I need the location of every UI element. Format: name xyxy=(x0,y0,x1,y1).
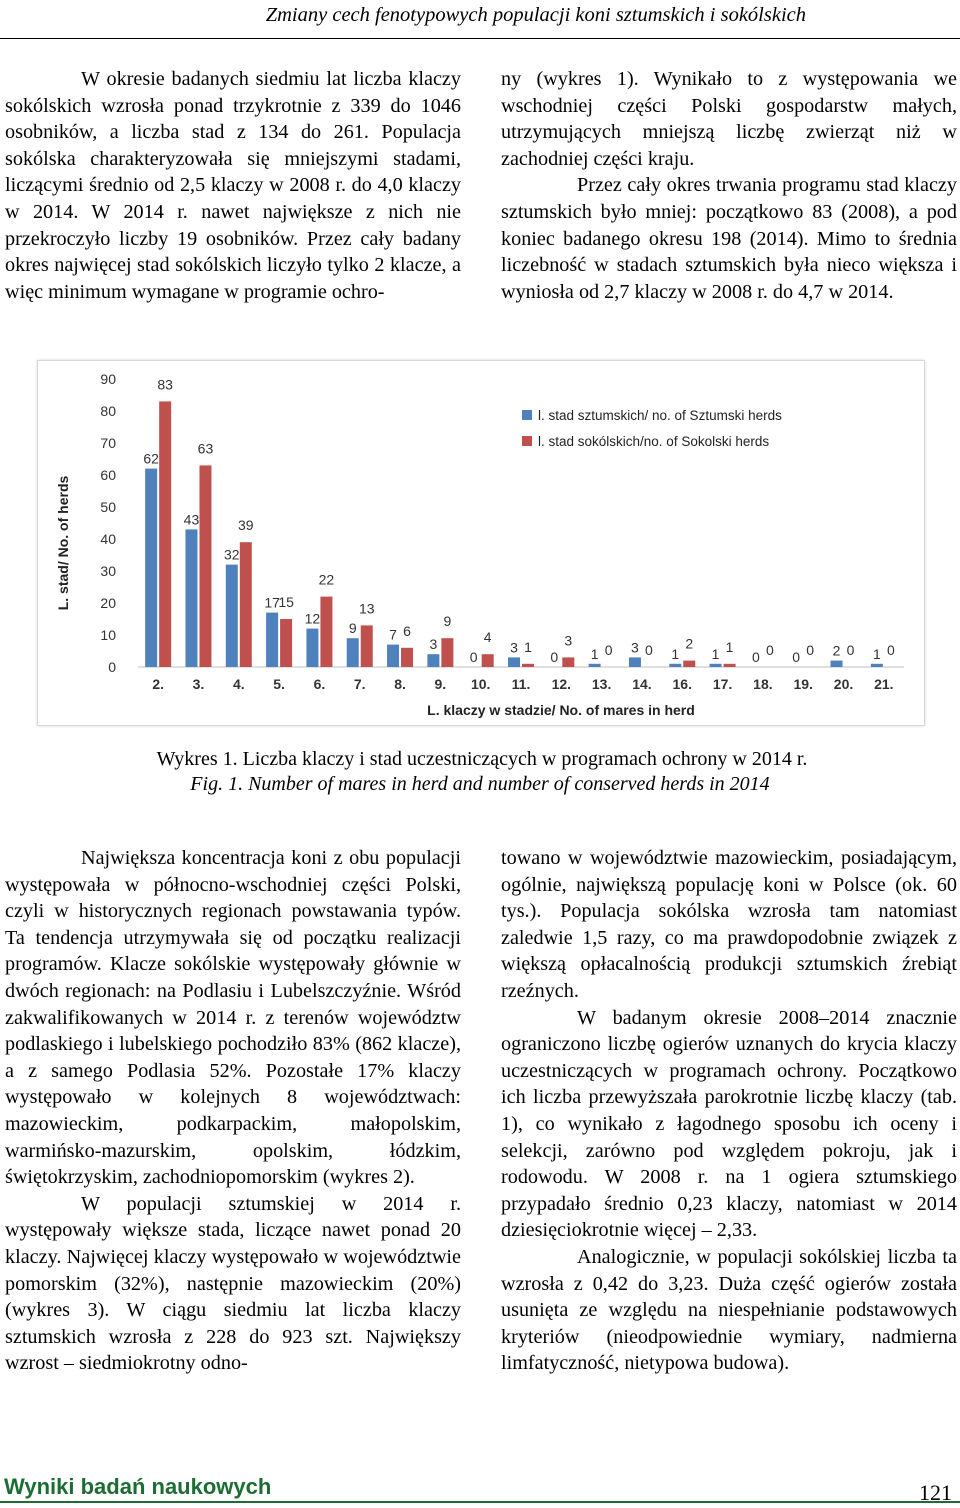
bar-sokolski xyxy=(361,625,373,667)
data-label-sokolski: 0 xyxy=(765,642,774,658)
x-tick-label: 20. xyxy=(833,676,854,692)
data-label-sokolski: 4 xyxy=(483,629,492,646)
data-label-sztumski: 3 xyxy=(429,636,438,653)
y-axis-title: L. stad/ No. of herds xyxy=(55,475,71,611)
data-label-sokolski: 0 xyxy=(846,642,855,658)
data-label-sztumski: 12 xyxy=(304,610,321,627)
data-label-sztumski: 1 xyxy=(590,645,599,662)
y-tick-label: 10 xyxy=(100,627,116,643)
x-tick-label: 7. xyxy=(353,676,366,692)
paragraph: Największa koncentracja koni z obu populacji występowała w północno-wschodniej części Polski, czyli w historycznych regionach powstawania typów. Ta tendencja utrzymywała się od początku realizacji programów. Klacze sokólskie występowały głównie w dwóch regionach: na Podlasiu i Lubelszczyźnie. Wśród zakwalifikowanych w 2014 r. z terenów województw podlaskiego i lubelskiego pochodziło 83% (862 klacze), a z samego Podlasia 52%. Pozostałe 17% klaczy występowało w kolejnych 8 województwach: mazowieckim, podkarpackim, małopolskim, warmińsko-mazurskim, opolskim, łódzkim, świętokrzyskim, zachodniopomorskim (wykres 2). xyxy=(5,847,461,1189)
bar-sokolski xyxy=(240,542,252,667)
bar-sokolski xyxy=(482,654,494,667)
bar-sztumski xyxy=(185,529,197,667)
bar-sokolski xyxy=(724,664,736,667)
data-label-sztumski: 32 xyxy=(224,546,240,563)
bar-chart xyxy=(38,361,924,725)
paragraph: Przez cały okres trwania programu stad klaczy sztumskich było mniej: początkowo 83 (2008), a pod koniec badanego okresu 198 (2014). Mimo to średnia liczebność w stadach sztumskich była nieco większa i wyniosła od 2,7 klaczy w 2008 r. do 4,7 w 2014. xyxy=(501,174,957,303)
data-label-sztumski: 1 xyxy=(872,645,881,662)
footer-rule xyxy=(0,1501,960,1503)
bar-sztumski xyxy=(710,664,722,667)
x-tick-label: 21. xyxy=(874,676,894,692)
data-label-sztumski: 9 xyxy=(348,620,357,637)
x-tick-label: 10. xyxy=(470,676,491,692)
bar-sokolski xyxy=(441,638,453,667)
paragraph: W okresie badanych siedmiu lat liczba klaczy sokólskich wzrosła ponad trzykrotnie z 339 do 1046 osobników, a liczba stad z 134 do 261. Populacja sokólska charakteryzowała się mniejszymi stadami, liczącymi średnio od 2,5 klaczy w 2008 r. do 4,0 klaczy w 2014. W 2014 r. nawet największe z nich nie przekroczyło liczby 19 osobników. Przez cały badany okres najwięcej stad sokólskich liczyło tylko 2 klacze, a więc minimum wymagane w programie ochro- xyxy=(5,68,461,303)
data-label-sokolski: 1 xyxy=(524,638,532,655)
y-tick-label: 50 xyxy=(100,499,116,515)
bar-sztumski xyxy=(871,664,883,667)
x-tick-label: 3. xyxy=(192,676,205,692)
y-tick-label: 30 xyxy=(100,563,116,579)
text-column-bottom-right xyxy=(501,845,957,1377)
bar-sokolski xyxy=(683,661,695,667)
x-tick-label: 5. xyxy=(273,676,285,692)
legend-label: l. stad sztumskich/ no. of Sztumski herds xyxy=(538,408,782,423)
data-label-sztumski: 43 xyxy=(183,511,200,528)
bar-sztumski xyxy=(145,469,157,667)
bar-sokolski xyxy=(401,648,413,667)
data-label-sokolski: 0 xyxy=(806,642,815,658)
data-label-sokolski: 39 xyxy=(238,517,254,534)
data-label-sztumski: 1 xyxy=(671,645,680,662)
bar-sztumski xyxy=(306,629,318,667)
bar-sztumski xyxy=(347,638,359,667)
data-label-sztumski: 0 xyxy=(550,649,559,665)
data-label-sokolski: 3 xyxy=(564,632,573,649)
data-label-sztumski: 7 xyxy=(389,626,397,643)
data-label-sokolski: 6 xyxy=(403,622,411,639)
paragraph: Analogicznie, w populacji sokólskiej liczba ta wzrosła z 0,42 do 3,23. Duża część ogierów została usunięta ze względu na niespełnianie podstawowych kryteriów (nieodpowiednie wymiary, nadmierna limfatyczność, nietypowa budowa). xyxy=(501,1245,957,1375)
data-label-sokolski: 0 xyxy=(645,642,653,658)
x-tick-label: 18. xyxy=(753,676,773,692)
y-tick-label: 40 xyxy=(100,531,116,547)
x-tick-label: 16. xyxy=(672,676,692,692)
x-tick-label: 17. xyxy=(712,676,733,692)
bar-sokolski xyxy=(562,657,574,667)
data-label-sztumski: 3 xyxy=(510,639,518,656)
bar-sztumski xyxy=(266,613,278,667)
text-column-top-left xyxy=(5,66,461,305)
bar-sokolski xyxy=(522,664,534,667)
running-header: Zmiany cech fenotypowych populacji koni sztumskich i sokólskich xyxy=(265,4,806,26)
paragraph: ny (wykres 1). Wynikało to z występowania we wschodniej części Polski gospodarstw małych, utrzymujących mniejszą liczbę zwierząt niż w zachodniej części kraju. xyxy=(501,68,957,170)
x-tick-label: 13. xyxy=(591,676,612,692)
y-tick-label: 90 xyxy=(100,371,116,387)
bar-sokolski xyxy=(199,465,211,667)
data-label-sztumski: 2 xyxy=(832,642,841,659)
x-axis-title: L. klaczy w stadzie/ No. of mares in herd xyxy=(427,702,695,718)
data-label-sokolski: 9 xyxy=(443,613,452,630)
data-label-sokolski: 0 xyxy=(886,642,895,658)
data-label-sztumski: 3 xyxy=(631,639,639,656)
y-tick-label: 60 xyxy=(100,467,116,483)
data-label-sztumski: 62 xyxy=(143,450,159,467)
bar-sztumski xyxy=(831,661,843,667)
data-label-sztumski: 0 xyxy=(751,649,760,665)
data-label-sokolski: 83 xyxy=(157,376,173,393)
data-label-sokolski: 63 xyxy=(197,440,214,457)
data-label-sztumski: 17 xyxy=(264,594,280,611)
y-tick-label: 70 xyxy=(100,435,116,451)
data-label-sokolski: 22 xyxy=(318,571,335,588)
header-rule xyxy=(0,38,960,39)
text-column-bottom-left xyxy=(5,845,461,1377)
paragraph: W badanym okresie 2008–2014 znacznie ograniczono liczbę ogierów uznanych do krycia klaczy uczestniczących w programach ochrony. Początkowo ich liczba przewyższała parokrotnie liczbę klaczy (tab. 1), co wynikało z łagodnego sposobu ich oceny i selekcji, zarówno pod względem pokroju, jak i rodowodu. W 2008 r. na 1 ogiera sztumskiego przypadało średnio 0,23 klaczy, natomiast w 2014 dziesięciokrotnie więcej – 2,33. xyxy=(501,1006,957,1242)
chart-figure-1 xyxy=(37,360,925,726)
x-tick-label: 12. xyxy=(551,676,572,692)
y-tick-label: 20 xyxy=(100,595,116,611)
figure-caption-english: Fig. 1. Number of mares in herd and number of conserved herds in 2014 xyxy=(190,773,770,795)
data-label-sokolski: 2 xyxy=(685,635,694,652)
data-label-sztumski: 1 xyxy=(711,645,720,662)
bar-sokolski xyxy=(280,619,292,667)
bar-sztumski xyxy=(427,654,439,667)
bar-sztumski xyxy=(508,657,520,667)
x-tick-label: 9. xyxy=(434,676,447,692)
bar-sztumski xyxy=(387,645,399,667)
y-tick-label: 0 xyxy=(108,659,116,675)
data-label-sokolski: 1 xyxy=(725,638,734,655)
page-number: 121 xyxy=(919,1480,952,1505)
text-column-top-right xyxy=(501,66,957,305)
x-tick-label: 4. xyxy=(232,676,245,692)
x-tick-label: 8. xyxy=(394,676,406,692)
data-label-sztumski: 0 xyxy=(792,649,801,665)
x-tick-label: 11. xyxy=(511,676,531,692)
bar-sokolski xyxy=(159,401,171,667)
data-label-sokolski: 13 xyxy=(358,600,375,617)
footer-section-title: Wyniki badań naukowych xyxy=(4,1474,272,1499)
figure-caption-polish: Wykres 1. Liczba klaczy i stad uczestniczących w programach ochrony w 2014 r. xyxy=(156,748,808,770)
paragraph: towano w województwie mazowieckim, posiadającym, ogólnie, największą populację koni w Polsce (ok. 60 tys.). Populacja sokólska wzrosła tam natomiast zaledwie 1,5 razy, co ma prawdopodobnie związek z większą opłacalnością produkcji sztumskich źrebiąt rzeźnych. xyxy=(501,847,957,1002)
paragraph: W populacji sztumskiej w 2014 r. występowały większe stada, liczące nawet ponad 20 klaczy. Najwięcej klaczy występowało w województwie pomorskim (32%), następnie mazowieckim (20%) (wykres 3). W ciągu siedmiu lat liczba klaczy sztumskich wzrosła z 228 do 923 szt. Największy wzrost – siedmiokrotny odno- xyxy=(5,1192,461,1375)
data-label-sokolski: 0 xyxy=(604,642,613,658)
legend-swatch xyxy=(522,410,532,420)
bar-sztumski xyxy=(226,565,238,667)
bar-sztumski xyxy=(589,664,601,667)
data-label-sokolski: 15 xyxy=(278,594,294,610)
x-tick-label: 6. xyxy=(313,676,326,692)
data-label-sztumski: 0 xyxy=(469,649,478,665)
legend-label: l. stad sokólskich/no. of Sokolski herds xyxy=(538,434,770,449)
legend-swatch xyxy=(522,436,532,446)
x-tick-label: 19. xyxy=(793,676,813,692)
y-tick-label: 80 xyxy=(100,403,116,419)
x-tick-label: 2. xyxy=(152,676,165,692)
bar-sokolski xyxy=(320,597,332,667)
x-tick-label: 14. xyxy=(632,676,652,692)
bar-sztumski xyxy=(669,664,681,667)
bar-sztumski xyxy=(629,657,641,667)
